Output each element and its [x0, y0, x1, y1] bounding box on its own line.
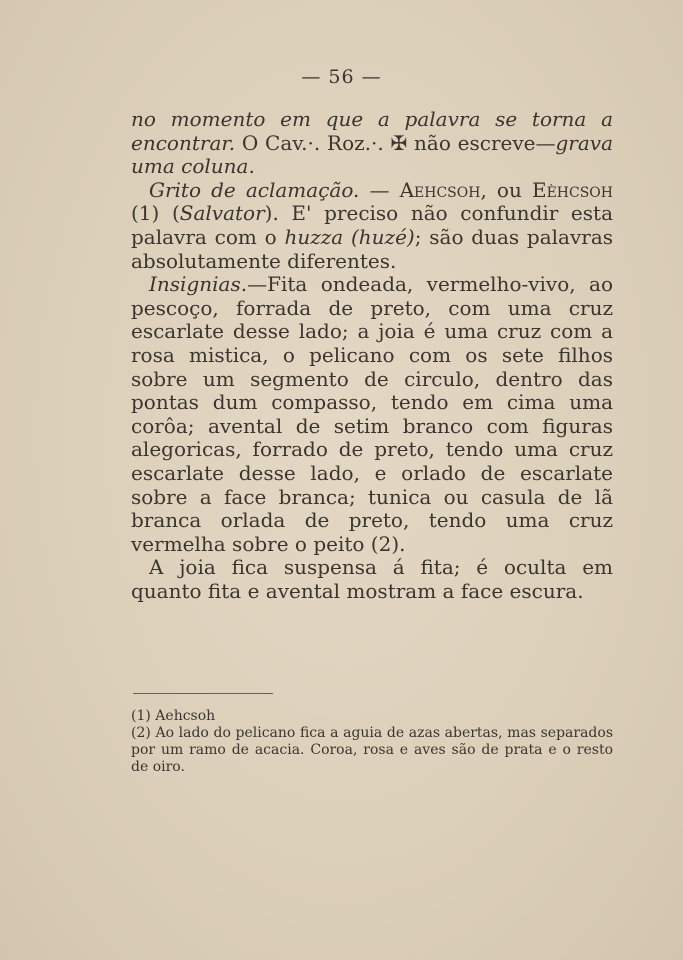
paragraph	[131, 108, 613, 179]
footnote-divider	[133, 693, 273, 694]
paragraph	[131, 273, 613, 556]
body-text	[131, 108, 613, 603]
text-run: não escreve—	[407, 130, 556, 155]
footnote	[131, 725, 613, 776]
footnote-ref: (1)	[131, 201, 160, 226]
paragraph	[131, 179, 613, 273]
text-run: ; são duas palavras absolutamente diferentes.	[131, 224, 614, 273]
paragraph: A joia fica suspensa á fita; é oculta em quanto fita e avental mostram a face escura.	[131, 555, 613, 603]
text-run: ). E' preciso não confundir esta palavra com o	[131, 201, 613, 249]
text-run: —Fita ondeada, vermelho-vivo, ao pescoço, forrada de preto, com uma cruz escarlate desse lado; a joia é uma cruz com a rosa mistica, o pelicano com os sete filhos sobre um segmento de circulo, dentro das pontas dum compasso, tendo em cima uma corôa; avental de setim branco com figuras alegoricas, forrado de preto, tendo uma cruz escarlate desse lado, e orlado de escarlate sobre a face branca; tunica ou casula de lã branca orlada de preto, tendo uma cruz vermelha sobre o peito	[131, 272, 613, 556]
cross-symbol-icon: ✠	[390, 130, 408, 155]
text-run: , ou	[480, 177, 532, 202]
footnote-ref: (2)	[370, 531, 400, 556]
italic-text: grava uma coluna.	[131, 130, 613, 179]
footnote-text: Ao lado do pelicano fica a aguia de azas abertas, mas separados por um ramo de acacia. Coroa, rosa e aves são de prata e o resto de oiro.	[131, 725, 613, 775]
section-term: Grito de aclamação.	[149, 177, 360, 202]
word-eehcsoh: Eèhcsoh	[531, 177, 613, 202]
text-run: (	[159, 201, 180, 226]
footnote-marker: (1)	[131, 708, 151, 724]
word-aehcsoh: Aehcsoh	[399, 177, 481, 202]
footnotes	[131, 708, 613, 776]
italic-text: huzza (huzé)	[284, 224, 415, 249]
text-run: O Cav.·. Roz.·.	[235, 130, 391, 155]
footnote-text: Aehcsoh	[150, 708, 216, 724]
text-run: —	[359, 177, 400, 202]
section-term: Insignias.	[149, 272, 248, 297]
text-run: .	[399, 531, 406, 556]
footnote-marker: (2)	[131, 725, 151, 741]
footnote	[131, 708, 613, 725]
italic-text: no momento em que a palavra se torna a encontrar.	[131, 107, 613, 155]
page-number: — 56 —	[301, 66, 382, 88]
italic-text: Salvator	[179, 201, 265, 226]
